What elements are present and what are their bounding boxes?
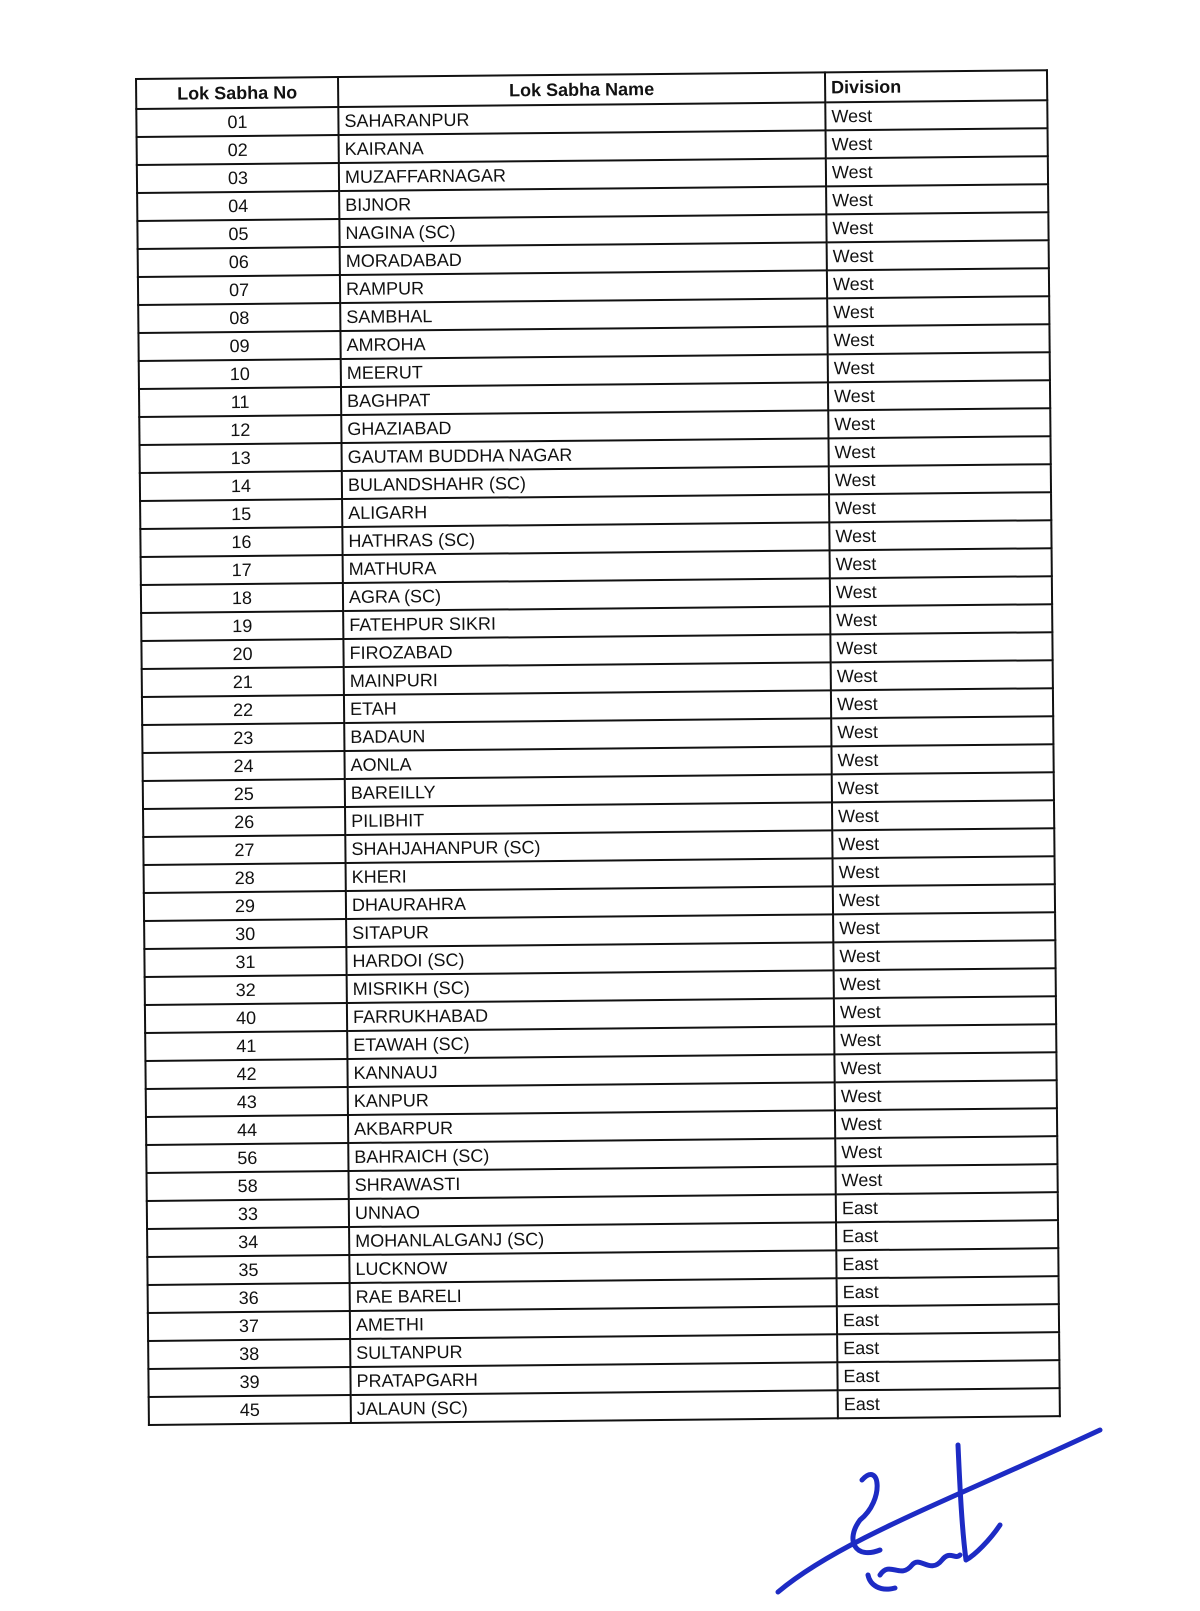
cell-lok-sabha-no: 56 xyxy=(146,1143,348,1173)
cell-division: West xyxy=(827,324,1049,354)
cell-lok-sabha-no: 24 xyxy=(142,751,344,781)
cell-division: West xyxy=(833,884,1055,914)
cell-division: West xyxy=(825,100,1047,130)
cell-division: West xyxy=(834,1024,1056,1054)
cell-division: West xyxy=(828,352,1050,382)
cell-lok-sabha-no: 33 xyxy=(147,1199,349,1229)
cell-division: West xyxy=(830,604,1052,634)
cell-lok-sabha-no: 28 xyxy=(144,863,346,893)
cell-lok-sabha-name: KANPUR xyxy=(348,1082,835,1115)
cell-lok-sabha-name: SITAPUR xyxy=(346,914,833,947)
cell-lok-sabha-name: SHAHJAHANPUR (SC) xyxy=(345,830,832,863)
cell-division: West xyxy=(830,576,1052,606)
cell-lok-sabha-name: RAE BARELI xyxy=(350,1278,837,1311)
cell-division: East xyxy=(837,1276,1059,1306)
cell-lok-sabha-no: 36 xyxy=(148,1283,350,1313)
cell-division: West xyxy=(826,128,1048,158)
cell-division: West xyxy=(833,856,1055,886)
cell-division: West xyxy=(833,940,1055,970)
cell-lok-sabha-no: 14 xyxy=(140,471,342,501)
cell-lok-sabha-no: 09 xyxy=(138,331,340,361)
cell-lok-sabha-no: 02 xyxy=(137,135,339,165)
cell-lok-sabha-name: SAMBHAL xyxy=(340,298,827,331)
header-lok-sabha-name: Lok Sabha Name xyxy=(338,72,825,107)
cell-lok-sabha-no: 17 xyxy=(141,555,343,585)
cell-lok-sabha-name: RAMPUR xyxy=(340,270,827,303)
signature-long-stroke xyxy=(778,1430,1100,1592)
cell-lok-sabha-no: 31 xyxy=(144,947,346,977)
cell-division: West xyxy=(831,716,1053,746)
cell-division: West xyxy=(832,800,1054,830)
cell-lok-sabha-no: 37 xyxy=(148,1311,350,1341)
cell-lok-sabha-name: MORADABAD xyxy=(340,242,827,275)
cell-lok-sabha-name: AMROHA xyxy=(340,326,827,359)
cell-division: West xyxy=(826,156,1048,186)
cell-lok-sabha-no: 05 xyxy=(137,219,339,249)
cell-lok-sabha-no: 19 xyxy=(141,611,343,641)
cell-division: West xyxy=(835,1136,1057,1166)
cell-lok-sabha-no: 01 xyxy=(136,107,338,137)
cell-lok-sabha-no: 58 xyxy=(147,1171,349,1201)
cell-division: West xyxy=(829,492,1051,522)
cell-lok-sabha-no: 32 xyxy=(145,975,347,1005)
cell-lok-sabha-name: SHRAWASTI xyxy=(349,1166,836,1199)
cell-division: West xyxy=(835,1080,1057,1110)
header-lok-sabha-no: Lok Sabha No xyxy=(136,77,338,109)
cell-lok-sabha-no: 40 xyxy=(145,1003,347,1033)
cell-lok-sabha-no: 08 xyxy=(138,303,340,333)
table-body xyxy=(136,100,1060,1425)
cell-lok-sabha-name: BADAUN xyxy=(344,718,831,751)
cell-lok-sabha-name: MEERUT xyxy=(341,354,828,387)
cell-division: West xyxy=(832,828,1054,858)
cell-lok-sabha-name: BAGHPAT xyxy=(341,382,828,415)
cell-division: West xyxy=(827,240,1049,270)
cell-lok-sabha-no: 45 xyxy=(149,1395,351,1425)
cell-lok-sabha-name: ALIGARH xyxy=(342,494,829,527)
cell-lok-sabha-no: 39 xyxy=(148,1367,350,1397)
cell-lok-sabha-name: KANNAUJ xyxy=(347,1054,834,1087)
cell-division: West xyxy=(827,296,1049,326)
cell-lok-sabha-no: 34 xyxy=(147,1227,349,1257)
cell-lok-sabha-name: BULANDSHAHR (SC) xyxy=(342,466,829,499)
cell-lok-sabha-name: HARDOI (SC) xyxy=(346,942,833,975)
cell-lok-sabha-no: 25 xyxy=(143,779,345,809)
cell-division: East xyxy=(837,1332,1059,1362)
cell-lok-sabha-name: KAIRANA xyxy=(339,130,826,163)
cell-division: East xyxy=(836,1192,1058,1222)
cell-division: West xyxy=(832,772,1054,802)
cell-division: West xyxy=(835,1108,1057,1138)
cell-lok-sabha-no: 41 xyxy=(145,1031,347,1061)
cell-lok-sabha-name: HATHRAS (SC) xyxy=(342,522,829,555)
cell-division: East xyxy=(836,1248,1058,1278)
cell-lok-sabha-name: BAHRAICH (SC) xyxy=(348,1138,835,1171)
cell-lok-sabha-name: NAGINA (SC) xyxy=(339,214,826,247)
cell-lok-sabha-name: AKBARPUR xyxy=(348,1110,835,1143)
cell-division: West xyxy=(829,520,1051,550)
cell-lok-sabha-name: PILIBHIT xyxy=(345,802,832,835)
cell-lok-sabha-name: DHAURAHRA xyxy=(346,886,833,919)
cell-division: West xyxy=(826,212,1048,242)
cell-division: West xyxy=(828,408,1050,438)
cell-lok-sabha-name: AGRA (SC) xyxy=(343,578,830,611)
cell-lok-sabha-name: JALAUN (SC) xyxy=(351,1390,838,1423)
cell-lok-sabha-name: AMETHI xyxy=(350,1306,837,1339)
cell-division: East xyxy=(836,1220,1058,1250)
cell-lok-sabha-no: 38 xyxy=(148,1339,350,1369)
cell-division: West xyxy=(828,380,1050,410)
cell-lok-sabha-no: 11 xyxy=(139,387,341,417)
cell-lok-sabha-no: 27 xyxy=(143,835,345,865)
signature-hook-stroke xyxy=(868,1575,895,1589)
cell-division: West xyxy=(831,660,1053,690)
cell-division: West xyxy=(833,912,1055,942)
cell-lok-sabha-name: AONLA xyxy=(344,746,831,779)
cell-lok-sabha-no: 10 xyxy=(139,359,341,389)
cell-lok-sabha-no: 07 xyxy=(138,275,340,305)
cell-division: West xyxy=(834,996,1056,1026)
cell-lok-sabha-no: 29 xyxy=(144,891,346,921)
header-division: Division xyxy=(825,70,1047,102)
cell-lok-sabha-no: 06 xyxy=(138,247,340,277)
cell-lok-sabha-name: MOHANLALGANJ (SC) xyxy=(349,1222,836,1255)
cell-division: West xyxy=(834,968,1056,998)
cell-lok-sabha-name: UNNAO xyxy=(349,1194,836,1227)
cell-division: West xyxy=(831,744,1053,774)
cell-lok-sabha-name: SAHARANPUR xyxy=(338,102,825,135)
cell-lok-sabha-name: MAINPURI xyxy=(344,662,831,695)
signature-tall-stroke xyxy=(958,1445,1000,1560)
cell-lok-sabha-no: 44 xyxy=(146,1115,348,1145)
cell-lok-sabha-no: 20 xyxy=(141,639,343,669)
cell-lok-sabha-name: FIROZABAD xyxy=(343,634,830,667)
cell-lok-sabha-no: 35 xyxy=(147,1255,349,1285)
cell-lok-sabha-name: ETAH xyxy=(344,690,831,723)
lok-sabha-table xyxy=(135,69,1061,1426)
cell-lok-sabha-no: 12 xyxy=(139,415,341,445)
cell-division: West xyxy=(828,436,1050,466)
cell-lok-sabha-no: 18 xyxy=(141,583,343,613)
cell-lok-sabha-name: MATHURA xyxy=(343,550,830,583)
cell-division: West xyxy=(834,1052,1056,1082)
cell-lok-sabha-name: GAUTAM BUDDHA NAGAR xyxy=(342,438,829,471)
signature-scribble-stroke xyxy=(880,1555,960,1575)
cell-lok-sabha-name: GHAZIABAD xyxy=(341,410,828,443)
cell-division: West xyxy=(829,464,1051,494)
cell-lok-sabha-name: PRATAPGARH xyxy=(350,1362,837,1395)
cell-lok-sabha-name: LUCKNOW xyxy=(349,1250,836,1283)
cell-lok-sabha-no: 04 xyxy=(137,191,339,221)
cell-lok-sabha-name: ETAWAH (SC) xyxy=(347,1026,834,1059)
cell-lok-sabha-name: KHERI xyxy=(346,858,833,891)
signature-loop-stroke xyxy=(853,1475,880,1553)
cell-lok-sabha-name: MISRIKH (SC) xyxy=(347,970,834,1003)
cell-division: East xyxy=(837,1304,1059,1334)
cell-division: West xyxy=(830,548,1052,578)
cell-lok-sabha-name: BAREILLY xyxy=(345,774,832,807)
cell-lok-sabha-no: 21 xyxy=(142,667,344,697)
cell-lok-sabha-no: 16 xyxy=(140,527,342,557)
cell-lok-sabha-name: FATEHPUR SIKRI xyxy=(343,606,830,639)
cell-lok-sabha-no: 43 xyxy=(146,1087,348,1117)
cell-lok-sabha-name: BIJNOR xyxy=(339,186,826,219)
cell-lok-sabha-no: 15 xyxy=(140,499,342,529)
cell-division: West xyxy=(827,268,1049,298)
cell-lok-sabha-name: SULTANPUR xyxy=(350,1334,837,1367)
cell-lok-sabha-no: 30 xyxy=(144,919,346,949)
cell-lok-sabha-no: 22 xyxy=(142,695,344,725)
cell-lok-sabha-no: 23 xyxy=(142,723,344,753)
cell-division: West xyxy=(830,632,1052,662)
cell-lok-sabha-name: MUZAFFARNAGAR xyxy=(339,158,826,191)
cell-lok-sabha-no: 26 xyxy=(143,807,345,837)
cell-division: East xyxy=(838,1388,1060,1418)
cell-division: West xyxy=(835,1164,1057,1194)
cell-lok-sabha-name: FARRUKHABAD xyxy=(347,998,834,1031)
cell-division: West xyxy=(831,688,1053,718)
cell-division: West xyxy=(826,184,1048,214)
cell-lok-sabha-no: 03 xyxy=(137,163,339,193)
cell-division: East xyxy=(837,1360,1059,1390)
cell-lok-sabha-no: 42 xyxy=(145,1059,347,1089)
cell-lok-sabha-no: 13 xyxy=(140,443,342,473)
